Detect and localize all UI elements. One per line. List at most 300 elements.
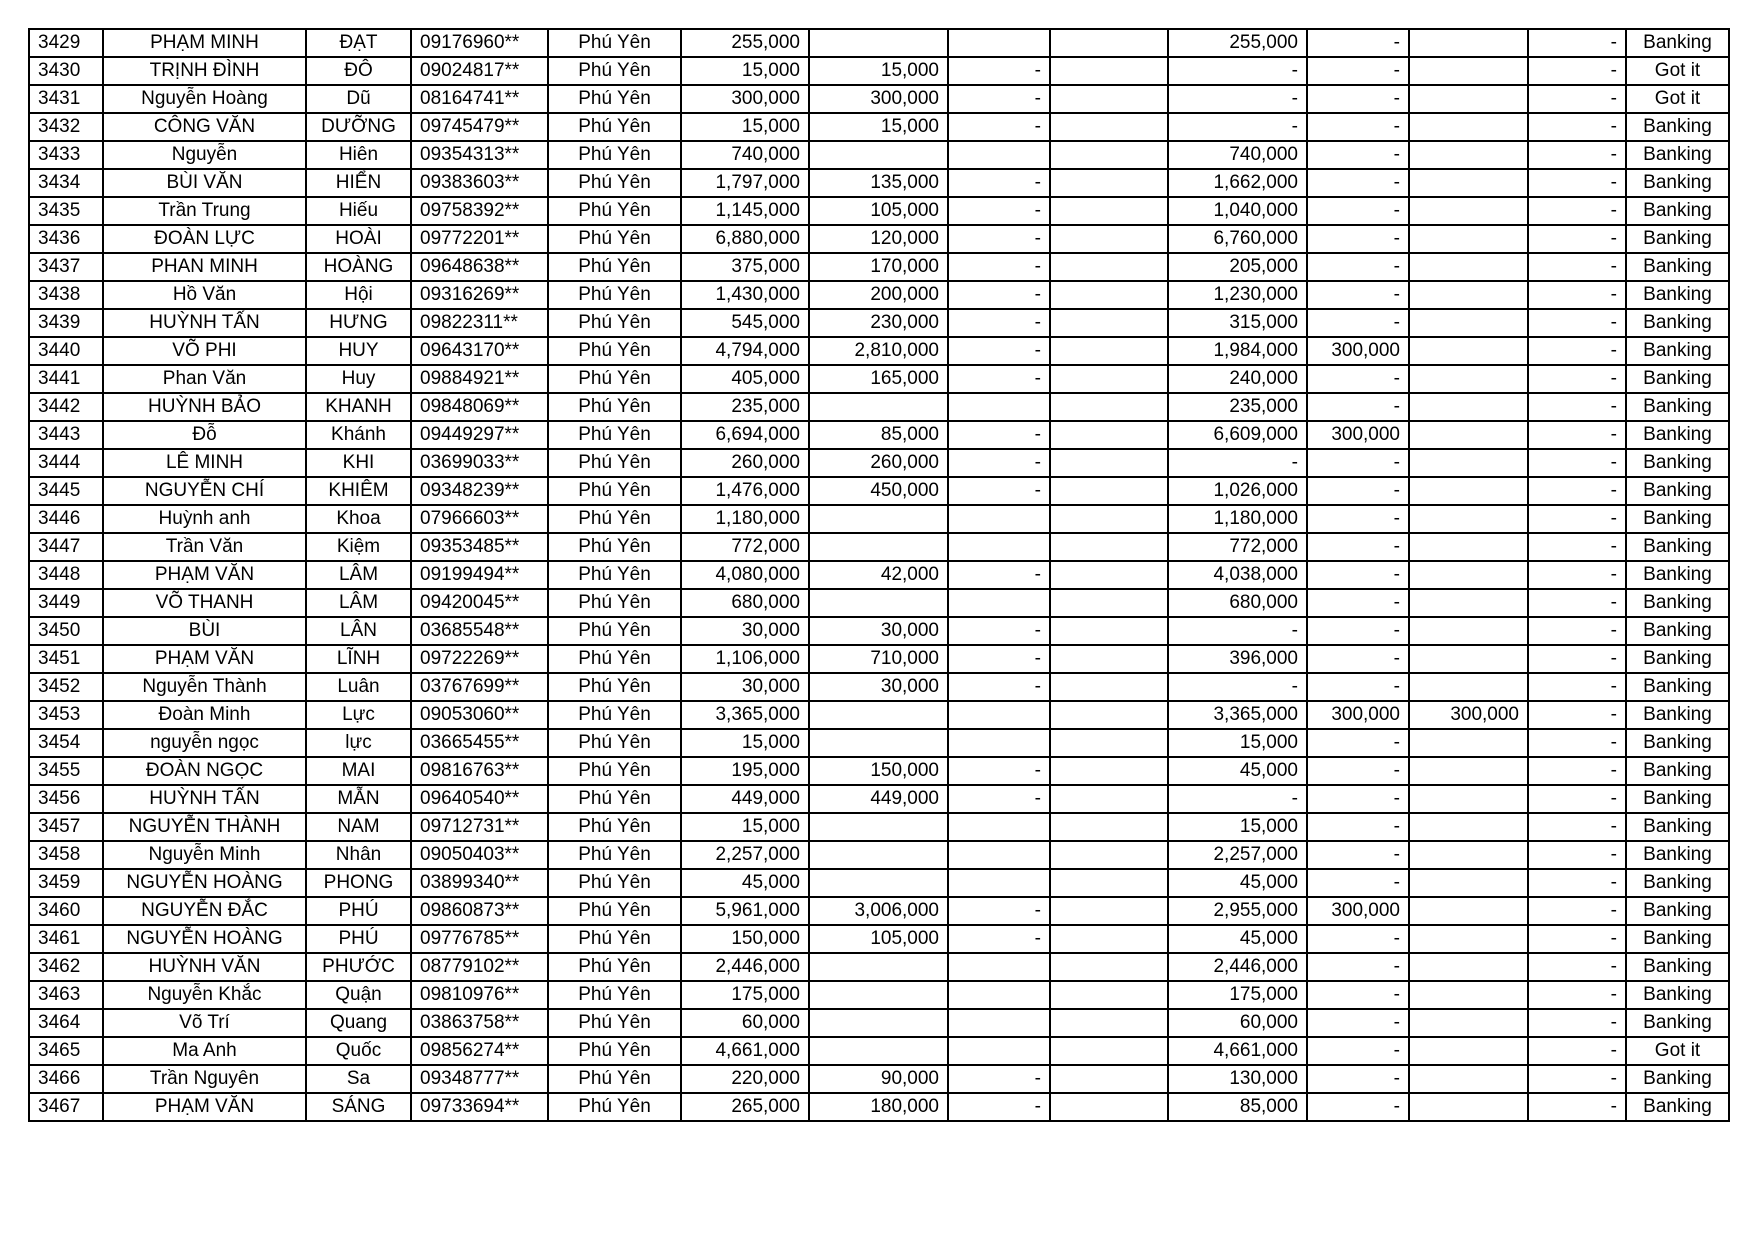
remaining-amount-cell: 2,955,000	[1168, 897, 1307, 925]
deduction-cell: -	[1528, 1037, 1626, 1065]
row-id-cell: 3465	[29, 1037, 103, 1065]
last-middle-name-cell: CÔNG VĂN	[103, 113, 306, 141]
first-name-cell: Khoa	[306, 505, 411, 533]
table-row	[29, 197, 1729, 225]
first-name-cell: lực	[306, 729, 411, 757]
total-amount-cell: 175,000	[681, 981, 809, 1009]
province-cell: Phú Yên	[548, 617, 681, 645]
payment-method-cell: Banking	[1626, 953, 1729, 981]
last-middle-name-cell: PHẠM MINH	[103, 29, 306, 57]
table-row	[29, 477, 1729, 505]
first-name-cell: Kiệm	[306, 533, 411, 561]
total-amount-cell: 45,000	[681, 869, 809, 897]
table-row	[29, 253, 1729, 281]
bonus-1-cell: -	[1307, 645, 1409, 673]
bonus-1-cell: -	[1307, 85, 1409, 113]
payment-method-cell: Banking	[1626, 477, 1729, 505]
last-middle-name-cell: Ma Anh	[103, 1037, 306, 1065]
amount-1-cell: 710,000	[809, 645, 948, 673]
total-amount-cell: 30,000	[681, 617, 809, 645]
amount-1-cell: 30,000	[809, 617, 948, 645]
province-cell: Phú Yên	[548, 841, 681, 869]
amount-2-cell: -	[948, 449, 1050, 477]
province-cell: Phú Yên	[548, 85, 681, 113]
payment-method-cell: Banking	[1626, 29, 1729, 57]
remaining-amount-cell: 6,609,000	[1168, 421, 1307, 449]
payment-method-cell: Banking	[1626, 281, 1729, 309]
bonus-2-cell	[1409, 869, 1528, 897]
payment-method-cell: Banking	[1626, 337, 1729, 365]
last-middle-name-cell: PHẠM VĂN	[103, 561, 306, 589]
last-middle-name-cell: BÙI VĂN	[103, 169, 306, 197]
bonus-2-cell	[1409, 85, 1528, 113]
last-middle-name-cell: Huỳnh anh	[103, 505, 306, 533]
bonus-1-cell: -	[1307, 673, 1409, 701]
bonus-1-cell: -	[1307, 309, 1409, 337]
amount-1-cell	[809, 841, 948, 869]
bonus-2-cell	[1409, 813, 1528, 841]
payment-method-cell: Banking	[1626, 897, 1729, 925]
amount-3-cell	[1050, 897, 1168, 925]
table-row	[29, 365, 1729, 393]
bonus-2-cell	[1409, 645, 1528, 673]
phone-cell: 09856274**	[411, 1037, 548, 1065]
amount-3-cell	[1050, 645, 1168, 673]
amount-3-cell	[1050, 169, 1168, 197]
first-name-cell: Nhân	[306, 841, 411, 869]
remaining-amount-cell: -	[1168, 785, 1307, 813]
table-row	[29, 785, 1729, 813]
bonus-2-cell	[1409, 617, 1528, 645]
province-cell: Phú Yên	[548, 1009, 681, 1037]
total-amount-cell: 772,000	[681, 533, 809, 561]
row-id-cell: 3438	[29, 281, 103, 309]
deduction-cell: -	[1528, 785, 1626, 813]
amount-2-cell: -	[948, 785, 1050, 813]
amount-1-cell	[809, 29, 948, 57]
total-amount-cell: 1,180,000	[681, 505, 809, 533]
remaining-amount-cell: 680,000	[1168, 589, 1307, 617]
first-name-cell: Quang	[306, 1009, 411, 1037]
province-cell: Phú Yên	[548, 337, 681, 365]
total-amount-cell: 449,000	[681, 785, 809, 813]
amount-2-cell	[948, 729, 1050, 757]
amount-1-cell	[809, 729, 948, 757]
bonus-2-cell	[1409, 449, 1528, 477]
amount-1-cell: 42,000	[809, 561, 948, 589]
province-cell: Phú Yên	[548, 1093, 681, 1121]
last-middle-name-cell: Đoàn Minh	[103, 701, 306, 729]
table-row	[29, 141, 1729, 169]
last-middle-name-cell: NGUYỄN HOÀNG	[103, 869, 306, 897]
last-middle-name-cell: PHẠM VĂN	[103, 1093, 306, 1121]
payment-method-cell: Banking	[1626, 197, 1729, 225]
province-cell: Phú Yên	[548, 757, 681, 785]
amount-1-cell: 120,000	[809, 225, 948, 253]
remaining-amount-cell: 740,000	[1168, 141, 1307, 169]
phone-cell: 09822311**	[411, 309, 548, 337]
amount-3-cell	[1050, 57, 1168, 85]
phone-cell: 09733694**	[411, 1093, 548, 1121]
phone-cell: 09648638**	[411, 253, 548, 281]
bonus-1-cell: -	[1307, 393, 1409, 421]
table-row	[29, 505, 1729, 533]
first-name-cell: Luân	[306, 673, 411, 701]
deduction-cell: -	[1528, 197, 1626, 225]
phone-cell: 09348777**	[411, 1065, 548, 1093]
total-amount-cell: 680,000	[681, 589, 809, 617]
province-cell: Phú Yên	[548, 673, 681, 701]
last-middle-name-cell: Trần Nguyên	[103, 1065, 306, 1093]
first-name-cell: Dũ	[306, 85, 411, 113]
total-amount-cell: 300,000	[681, 85, 809, 113]
bonus-2-cell	[1409, 337, 1528, 365]
row-id-cell: 3458	[29, 841, 103, 869]
amount-2-cell	[948, 981, 1050, 1009]
remaining-amount-cell: 4,038,000	[1168, 561, 1307, 589]
remaining-amount-cell: 175,000	[1168, 981, 1307, 1009]
last-middle-name-cell: Nguyễn Thành	[103, 673, 306, 701]
first-name-cell: Huy	[306, 365, 411, 393]
first-name-cell: SÁNG	[306, 1093, 411, 1121]
amount-3-cell	[1050, 393, 1168, 421]
table-row	[29, 897, 1729, 925]
total-amount-cell: 5,961,000	[681, 897, 809, 925]
remaining-amount-cell: 6,760,000	[1168, 225, 1307, 253]
amount-3-cell	[1050, 477, 1168, 505]
total-amount-cell: 15,000	[681, 57, 809, 85]
payment-method-cell: Banking	[1626, 1093, 1729, 1121]
bonus-1-cell: -	[1307, 1009, 1409, 1037]
province-cell: Phú Yên	[548, 645, 681, 673]
row-id-cell: 3443	[29, 421, 103, 449]
payment-method-cell: Banking	[1626, 253, 1729, 281]
total-amount-cell: 740,000	[681, 141, 809, 169]
first-name-cell: HIỂN	[306, 169, 411, 197]
province-cell: Phú Yên	[548, 141, 681, 169]
bonus-1-cell: -	[1307, 281, 1409, 309]
amount-1-cell	[809, 953, 948, 981]
bonus-1-cell: -	[1307, 477, 1409, 505]
row-id-cell: 3448	[29, 561, 103, 589]
remaining-amount-cell: 235,000	[1168, 393, 1307, 421]
bonus-2-cell	[1409, 925, 1528, 953]
row-id-cell: 3453	[29, 701, 103, 729]
row-id-cell: 3441	[29, 365, 103, 393]
amount-3-cell	[1050, 589, 1168, 617]
total-amount-cell: 195,000	[681, 757, 809, 785]
bonus-1-cell: -	[1307, 533, 1409, 561]
phone-cell: 08164741**	[411, 85, 548, 113]
amount-2-cell: -	[948, 421, 1050, 449]
row-id-cell: 3466	[29, 1065, 103, 1093]
first-name-cell: PHONG	[306, 869, 411, 897]
province-cell: Phú Yên	[548, 729, 681, 757]
total-amount-cell: 15,000	[681, 813, 809, 841]
deduction-cell: -	[1528, 365, 1626, 393]
bonus-1-cell: -	[1307, 449, 1409, 477]
total-amount-cell: 6,694,000	[681, 421, 809, 449]
remaining-amount-cell: 1,026,000	[1168, 477, 1307, 505]
amount-3-cell	[1050, 85, 1168, 113]
amount-2-cell	[948, 393, 1050, 421]
bonus-1-cell: -	[1307, 869, 1409, 897]
province-cell: Phú Yên	[548, 897, 681, 925]
remaining-amount-cell: 1,662,000	[1168, 169, 1307, 197]
bonus-2-cell	[1409, 57, 1528, 85]
bonus-2-cell	[1409, 281, 1528, 309]
bonus-1-cell: -	[1307, 141, 1409, 169]
amount-2-cell: -	[948, 1065, 1050, 1093]
total-amount-cell: 15,000	[681, 113, 809, 141]
bonus-1-cell: -	[1307, 1037, 1409, 1065]
remaining-amount-cell: 205,000	[1168, 253, 1307, 281]
deduction-cell: -	[1528, 841, 1626, 869]
province-cell: Phú Yên	[548, 365, 681, 393]
amount-3-cell	[1050, 113, 1168, 141]
phone-cell: 09420045**	[411, 589, 548, 617]
table-row	[29, 1037, 1729, 1065]
payment-method-cell: Banking	[1626, 365, 1729, 393]
payment-method-cell: Banking	[1626, 701, 1729, 729]
payment-method-cell: Banking	[1626, 141, 1729, 169]
phone-cell: 09816763**	[411, 757, 548, 785]
amount-1-cell: 150,000	[809, 757, 948, 785]
phone-cell: 09640540**	[411, 785, 548, 813]
table-row	[29, 645, 1729, 673]
province-cell: Phú Yên	[548, 281, 681, 309]
row-id-cell: 3461	[29, 925, 103, 953]
total-amount-cell: 2,446,000	[681, 953, 809, 981]
remaining-amount-cell: -	[1168, 57, 1307, 85]
bonus-2-cell	[1409, 197, 1528, 225]
amount-2-cell: -	[948, 561, 1050, 589]
amount-3-cell	[1050, 785, 1168, 813]
amount-1-cell: 230,000	[809, 309, 948, 337]
amount-2-cell	[948, 1037, 1050, 1065]
bonus-2-cell	[1409, 729, 1528, 757]
phone-cell: 09050403**	[411, 841, 548, 869]
bonus-2-cell	[1409, 477, 1528, 505]
amount-3-cell	[1050, 841, 1168, 869]
province-cell: Phú Yên	[548, 197, 681, 225]
deduction-cell: -	[1528, 449, 1626, 477]
amount-2-cell: -	[948, 113, 1050, 141]
amount-2-cell: -	[948, 337, 1050, 365]
deduction-cell: -	[1528, 757, 1626, 785]
row-id-cell: 3437	[29, 253, 103, 281]
payment-method-cell: Banking	[1626, 617, 1729, 645]
amount-1-cell: 15,000	[809, 113, 948, 141]
phone-cell: 09712731**	[411, 813, 548, 841]
last-middle-name-cell: nguyễn ngọc	[103, 729, 306, 757]
table-row	[29, 701, 1729, 729]
phone-cell: 09776785**	[411, 925, 548, 953]
amount-1-cell	[809, 1037, 948, 1065]
row-id-cell: 3444	[29, 449, 103, 477]
remaining-amount-cell: -	[1168, 673, 1307, 701]
payment-method-cell: Banking	[1626, 813, 1729, 841]
row-id-cell: 3456	[29, 785, 103, 813]
row-id-cell: 3433	[29, 141, 103, 169]
table-row	[29, 421, 1729, 449]
row-id-cell: 3436	[29, 225, 103, 253]
payment-method-cell: Banking	[1626, 729, 1729, 757]
bonus-2-cell	[1409, 589, 1528, 617]
amount-2-cell	[948, 29, 1050, 57]
bonus-1-cell: -	[1307, 925, 1409, 953]
bonus-1-cell: -	[1307, 169, 1409, 197]
payment-method-cell: Banking	[1626, 1009, 1729, 1037]
remaining-amount-cell: 45,000	[1168, 757, 1307, 785]
amount-3-cell	[1050, 729, 1168, 757]
first-name-cell: Quốc	[306, 1037, 411, 1065]
amount-2-cell: -	[948, 925, 1050, 953]
deduction-cell: -	[1528, 645, 1626, 673]
bonus-2-cell	[1409, 673, 1528, 701]
deduction-cell: -	[1528, 337, 1626, 365]
first-name-cell: PHƯỚC	[306, 953, 411, 981]
amount-3-cell	[1050, 953, 1168, 981]
amount-2-cell: -	[948, 57, 1050, 85]
amount-3-cell	[1050, 561, 1168, 589]
bonus-2-cell	[1409, 113, 1528, 141]
total-amount-cell: 545,000	[681, 309, 809, 337]
remaining-amount-cell: -	[1168, 449, 1307, 477]
first-name-cell: HOÀNG	[306, 253, 411, 281]
amount-2-cell	[948, 1009, 1050, 1037]
payment-method-cell: Got it	[1626, 1037, 1729, 1065]
remaining-amount-cell: 2,257,000	[1168, 841, 1307, 869]
first-name-cell: HUY	[306, 337, 411, 365]
phone-cell: 07966603**	[411, 505, 548, 533]
amount-1-cell: 2,810,000	[809, 337, 948, 365]
phone-cell: 09449297**	[411, 421, 548, 449]
total-amount-cell: 30,000	[681, 673, 809, 701]
amount-3-cell	[1050, 1065, 1168, 1093]
table-row	[29, 813, 1729, 841]
deduction-cell: -	[1528, 393, 1626, 421]
phone-cell: 09199494**	[411, 561, 548, 589]
province-cell: Phú Yên	[548, 253, 681, 281]
row-id-cell: 3439	[29, 309, 103, 337]
amount-1-cell	[809, 589, 948, 617]
amount-2-cell	[948, 813, 1050, 841]
total-amount-cell: 3,365,000	[681, 701, 809, 729]
first-name-cell: KHIÊM	[306, 477, 411, 505]
amount-2-cell	[948, 505, 1050, 533]
amount-2-cell: -	[948, 645, 1050, 673]
deduction-cell: -	[1528, 309, 1626, 337]
amount-1-cell: 15,000	[809, 57, 948, 85]
row-id-cell: 3440	[29, 337, 103, 365]
last-middle-name-cell: Hồ Văn	[103, 281, 306, 309]
amount-2-cell	[948, 533, 1050, 561]
province-cell: Phú Yên	[548, 785, 681, 813]
bonus-1-cell: 300,000	[1307, 701, 1409, 729]
bonus-2-cell	[1409, 421, 1528, 449]
phone-cell: 09884921**	[411, 365, 548, 393]
amount-1-cell: 30,000	[809, 673, 948, 701]
remaining-amount-cell: 85,000	[1168, 1093, 1307, 1121]
remaining-amount-cell: 1,230,000	[1168, 281, 1307, 309]
bonus-2-cell	[1409, 253, 1528, 281]
amount-3-cell	[1050, 757, 1168, 785]
amount-3-cell	[1050, 225, 1168, 253]
bonus-2-cell	[1409, 1065, 1528, 1093]
bonus-1-cell: -	[1307, 561, 1409, 589]
amount-3-cell	[1050, 617, 1168, 645]
bonus-2-cell	[1409, 169, 1528, 197]
row-id-cell: 3459	[29, 869, 103, 897]
first-name-cell: LÂM	[306, 589, 411, 617]
total-amount-cell: 15,000	[681, 729, 809, 757]
last-middle-name-cell: BÙI	[103, 617, 306, 645]
payment-method-cell: Banking	[1626, 561, 1729, 589]
bonus-1-cell: -	[1307, 225, 1409, 253]
last-middle-name-cell: Nguyễn	[103, 141, 306, 169]
province-cell: Phú Yên	[548, 533, 681, 561]
last-middle-name-cell: Đỗ	[103, 421, 306, 449]
row-id-cell: 3452	[29, 673, 103, 701]
phone-cell: 09354313**	[411, 141, 548, 169]
first-name-cell: Khánh	[306, 421, 411, 449]
amount-2-cell	[948, 869, 1050, 897]
phone-cell: 09810976**	[411, 981, 548, 1009]
deduction-cell: -	[1528, 421, 1626, 449]
deduction-cell: -	[1528, 1093, 1626, 1121]
first-name-cell: Quận	[306, 981, 411, 1009]
amount-2-cell: -	[948, 197, 1050, 225]
amount-2-cell: -	[948, 253, 1050, 281]
remaining-amount-cell: 1,180,000	[1168, 505, 1307, 533]
row-id-cell: 3463	[29, 981, 103, 1009]
province-cell: Phú Yên	[548, 113, 681, 141]
bonus-2-cell	[1409, 981, 1528, 1009]
table-row	[29, 533, 1729, 561]
last-middle-name-cell: NGUYỄN CHÍ	[103, 477, 306, 505]
remaining-amount-cell: 15,000	[1168, 729, 1307, 757]
payment-method-cell: Banking	[1626, 981, 1729, 1009]
amount-3-cell	[1050, 1009, 1168, 1037]
amount-1-cell: 135,000	[809, 169, 948, 197]
province-cell: Phú Yên	[548, 589, 681, 617]
table-row	[29, 393, 1729, 421]
table-row	[29, 1065, 1729, 1093]
amount-1-cell: 180,000	[809, 1093, 948, 1121]
first-name-cell: ĐẠT	[306, 29, 411, 57]
payment-method-cell: Banking	[1626, 869, 1729, 897]
last-middle-name-cell: HUỲNH VĂN	[103, 953, 306, 981]
deduction-cell: -	[1528, 1009, 1626, 1037]
remaining-amount-cell: -	[1168, 85, 1307, 113]
total-amount-cell: 265,000	[681, 1093, 809, 1121]
amount-1-cell	[809, 869, 948, 897]
row-id-cell: 3449	[29, 589, 103, 617]
amount-1-cell: 200,000	[809, 281, 948, 309]
row-id-cell: 3431	[29, 85, 103, 113]
bonus-1-cell: -	[1307, 813, 1409, 841]
payment-method-cell: Banking	[1626, 505, 1729, 533]
last-middle-name-cell: NGUYỄN ĐẮC	[103, 897, 306, 925]
province-cell: Phú Yên	[548, 1037, 681, 1065]
table-row	[29, 169, 1729, 197]
payment-method-cell: Banking	[1626, 589, 1729, 617]
bonus-2-cell	[1409, 141, 1528, 169]
province-cell: Phú Yên	[548, 393, 681, 421]
phone-cell: 09643170**	[411, 337, 548, 365]
total-amount-cell: 1,145,000	[681, 197, 809, 225]
